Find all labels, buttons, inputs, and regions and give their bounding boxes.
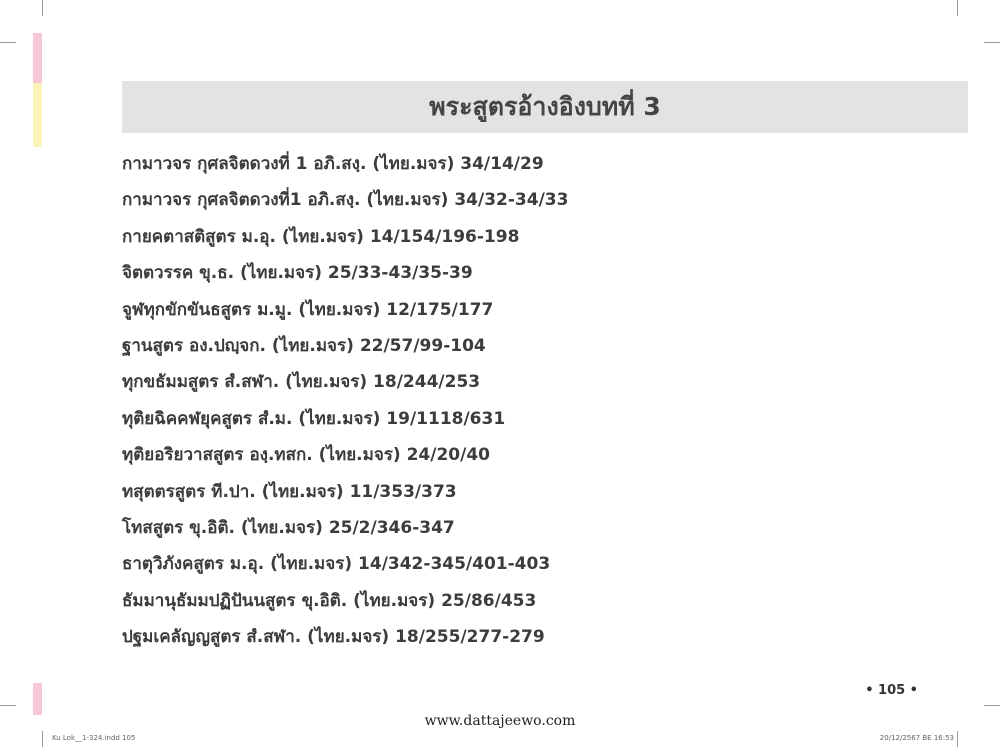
- crop-mark: [0, 705, 16, 706]
- crop-mark: [957, 731, 958, 747]
- page-title: พระสูตรอ้างอิงบทที่ 3: [429, 92, 661, 121]
- website-footer: www.dattajeewo.com: [424, 713, 576, 729]
- reference-list: [122, 146, 568, 655]
- list-item: ปฐมเคลัญญสูตร สํ.สฬา. (ไทย.มจร) 18/255/277-279: [122, 627, 545, 648]
- slug-file: Ku Lok__1-324.indd 105: [52, 734, 136, 742]
- slug-datetime: 20/12/2567 BE 16:53: [879, 734, 954, 742]
- list-item: ธาตุวิภังคสูตร ม.อุ. (ไทย.มจร) 14/342-345/401-403: [122, 554, 551, 575]
- crop-mark: [0, 42, 16, 43]
- list-item: ธัมมานุธัมมปฏิปันนสูตร ขุ.อิติ. (ไทย.มจร) 25/86/453: [122, 590, 537, 611]
- color-bar-yellow: [33, 83, 42, 147]
- list-item: ทุกขธัมมสูตร สํ.สฬา. (ไทย.มจร) 18/244/253: [122, 372, 481, 393]
- crop-mark: [984, 705, 1000, 706]
- list-item: จิตตวรรค ขุ.ธ. (ไทย.มจร) 25/33-43/35-39: [122, 263, 473, 284]
- list-item: ทสุตตรสูตร ที.ปา. (ไทย.มจร) 11/353/373: [122, 481, 457, 502]
- color-bar-pink-bottom: [33, 683, 42, 715]
- list-item: ฐานสูตร อง.ปญฺจก. (ไทย.มจร) 22/57/99-104: [122, 335, 486, 356]
- list-item: จูฬทุกขักขันธสูตร ม.มู. (ไทย.มจร) 12/175/177: [122, 299, 494, 320]
- list-item: กามาวจร กุศลจิตดวงที่ 1 อภิ.สงฺ. (ไทย.มจร) 34/14/29: [122, 154, 544, 174]
- list-item: กายคตาสติสูตร ม.อุ. (ไทย.มจร) 14/154/196-198: [122, 226, 520, 247]
- color-bar-pink: [33, 33, 42, 83]
- list-item: กามาวจร กุศลจิตดวงที่1 อภิ.สงฺ. (ไทย.มจร) 34/32-34/33: [122, 190, 569, 211]
- crop-mark: [957, 0, 958, 16]
- list-item: ทุติยอริยวาสสูตร องฺ.ทสก. (ไทย.มจร) 24/20/40: [122, 445, 490, 466]
- title-band: [122, 81, 968, 133]
- list-item: ทุติยฉิคคฬยุคสูตร สํ.ม. (ไทย.มจร) 19/1118/631: [122, 408, 506, 429]
- crop-mark: [42, 731, 43, 747]
- crop-mark: [984, 42, 1000, 43]
- page-number: • 105 •: [865, 683, 918, 698]
- list-item: โทสสูตร ขุ.อิติ. (ไทย.มจร) 25/2/346-347: [122, 517, 455, 538]
- crop-mark: [42, 0, 43, 16]
